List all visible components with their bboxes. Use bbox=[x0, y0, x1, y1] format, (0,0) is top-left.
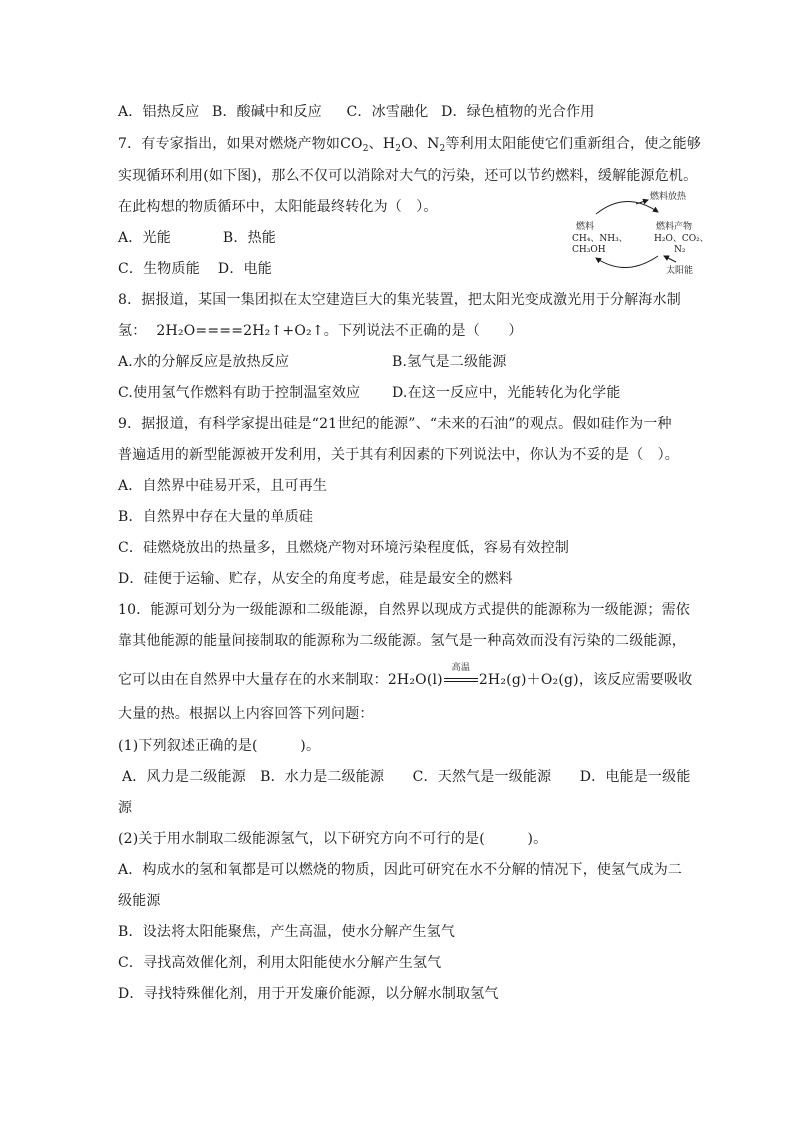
q9-option-a: A．自然界中硅易开采，且可再生 bbox=[118, 478, 328, 494]
q8-option-c: C.使用氢气作燃料有助于控制温室效应 bbox=[118, 385, 361, 401]
label-solar: 太阳能 bbox=[666, 266, 694, 276]
q10-part-2-option-a-1: A．构成水的氢和氧都是可以燃烧的物质，因此可研究在水不分解的情况下，使氢气成为二 bbox=[118, 862, 683, 878]
q9-line-2: 普遍适用的新型能源被开发利用，关于其有利因素的下列说法中，你认为不妥的是（ ）。 bbox=[118, 447, 679, 463]
q10-part-2-option-a-2: 级能源 bbox=[118, 893, 161, 909]
q6-option-a: A．铝热反应 bbox=[118, 104, 200, 120]
label-fuel-formula-2: CH₃OH bbox=[572, 245, 606, 255]
q10-eq-left: 2H₂O(l) bbox=[387, 672, 443, 688]
q7-line-3: 在此构想的物质循环中，太阳能最终转化为（ ）。 bbox=[118, 199, 438, 215]
q10-line-2: 靠其他能源的能量间接制取的能源称为二级能源。氢气是一种高效而没有污染的二级能源， bbox=[118, 633, 686, 649]
energy-cycle-diagram bbox=[566, 192, 726, 280]
q6-options-line bbox=[118, 102, 595, 122]
label-fuel-formula-1: CH₄、NH₃、 bbox=[572, 234, 628, 244]
q9-line-1: 9．据报道，有科学家提出硅是“21世纪的能源”、“未来的石油”的观点。假如硅作为一种 bbox=[118, 416, 672, 432]
q10-part-1-options: A．风力是二级能源 B．水力是二级能源 C．天然气是一级能源 D．电能是一级能 bbox=[122, 769, 691, 785]
q8-equation: 2H₂O====2H₂↑+O₂↑ bbox=[156, 323, 324, 339]
q8-option-b: B.氢气是二级能源 bbox=[392, 354, 507, 370]
q7-option-d: D．电能 bbox=[217, 261, 272, 277]
q10-eq-right: 2H₂(g)＋O₂(g) bbox=[478, 672, 579, 688]
q6-option-c: C．冰雪融化 bbox=[346, 104, 429, 120]
q7-option-b: B．热能 bbox=[222, 230, 277, 246]
q10-eq-condition: 高温 bbox=[451, 663, 471, 673]
label-product-formula-1: H₂O、CO₂、 bbox=[654, 234, 709, 244]
q10-eq-arrow bbox=[443, 663, 479, 690]
q7-option-c: C．生物质能 bbox=[118, 261, 200, 277]
q10-part-2-option-d: D．寻找特殊催化剂，用于开发廉价能源，以分解水制取氢气 bbox=[118, 986, 499, 1002]
q10-line-4: 大量的热。根据以上内容回答下列问题： bbox=[118, 706, 374, 722]
q8-line-2: 氢： 2H₂O====2H₂↑+O₂↑。下列说法不正确的是（ ） bbox=[118, 323, 523, 339]
q7-options-ab bbox=[118, 228, 276, 248]
q7-line-2: 实现循环利用(如下图)，那么不仅可以消除对大气的污染，还可以节约燃料，缓解能源危机。 bbox=[118, 168, 698, 184]
q10-part-1: (1)下列叙述正确的是( )。 bbox=[118, 738, 321, 754]
q8-option-d: D.在这一反应中，光能转化为化学能 bbox=[392, 385, 621, 401]
label-product: 燃料产物 bbox=[656, 222, 693, 232]
q9-option-c: C．硅燃烧放出的热量多，且燃烧产物对环境污染程度低，容易有效控制 bbox=[118, 540, 570, 556]
q8-option-a: A.水的分解反应是放热反应 bbox=[118, 354, 290, 370]
q10-part-2-option-c: C．寻找高效催化剂，利用太阳能使水分解产生氢气 bbox=[118, 955, 442, 971]
q9-option-d: D．硅便于运输、贮存，从安全的角度考虑，硅是最安全的燃料 bbox=[118, 571, 513, 587]
q10-part-2: (2)关于用水制取二级能源氢气，以下研究方向不可行的是( )。 bbox=[118, 831, 548, 847]
q7-options-cd bbox=[118, 259, 272, 279]
upper-arc-arrow bbox=[596, 201, 658, 214]
q8-line-1: 8．据报道，某国一集团拟在太空建造巨大的集光装置，把太阳光变成激光用于分解海水制 bbox=[118, 292, 681, 308]
solar-input-arrow bbox=[664, 256, 676, 262]
lower-arc-arrow bbox=[596, 256, 658, 268]
q10-part-2-option-b: B．设法将太阳能聚焦，产生高温，使水分解产生氢气 bbox=[118, 924, 456, 940]
label-fuel-release: 燃料放热 bbox=[650, 192, 687, 202]
label-product-formula-2: N₂ bbox=[674, 245, 686, 255]
q10-line-3: 它可以由在自然界中大量存在的水来制取：2H₂O(l) 高温 2H₂(g)＋O₂(g)，该反应需要吸收 bbox=[118, 670, 692, 690]
q6-option-b: B．酸碱中和反应 bbox=[211, 104, 322, 120]
q6-option-d: D．绿色植物的光合作用 bbox=[441, 104, 595, 120]
q10-line-1: 10．能源可划分为一级能源和二级能源，自然界以现成方式提供的能源称为一级能源；需依 bbox=[118, 602, 691, 618]
label-fuel: 燃料 bbox=[576, 222, 595, 232]
q10-part-1-options-tail: 源 bbox=[118, 800, 133, 816]
q7-option-a: A．光能 bbox=[118, 230, 171, 246]
q7-line-1: 7．有专家指出，如果对燃烧产物如$CO_2$、$H_2O$、$N_2$等利用太阳能使它们重新组合，使之能够 bbox=[118, 136, 702, 154]
q9-option-b: B．自然界中存在大量的单质硅 bbox=[118, 509, 314, 525]
